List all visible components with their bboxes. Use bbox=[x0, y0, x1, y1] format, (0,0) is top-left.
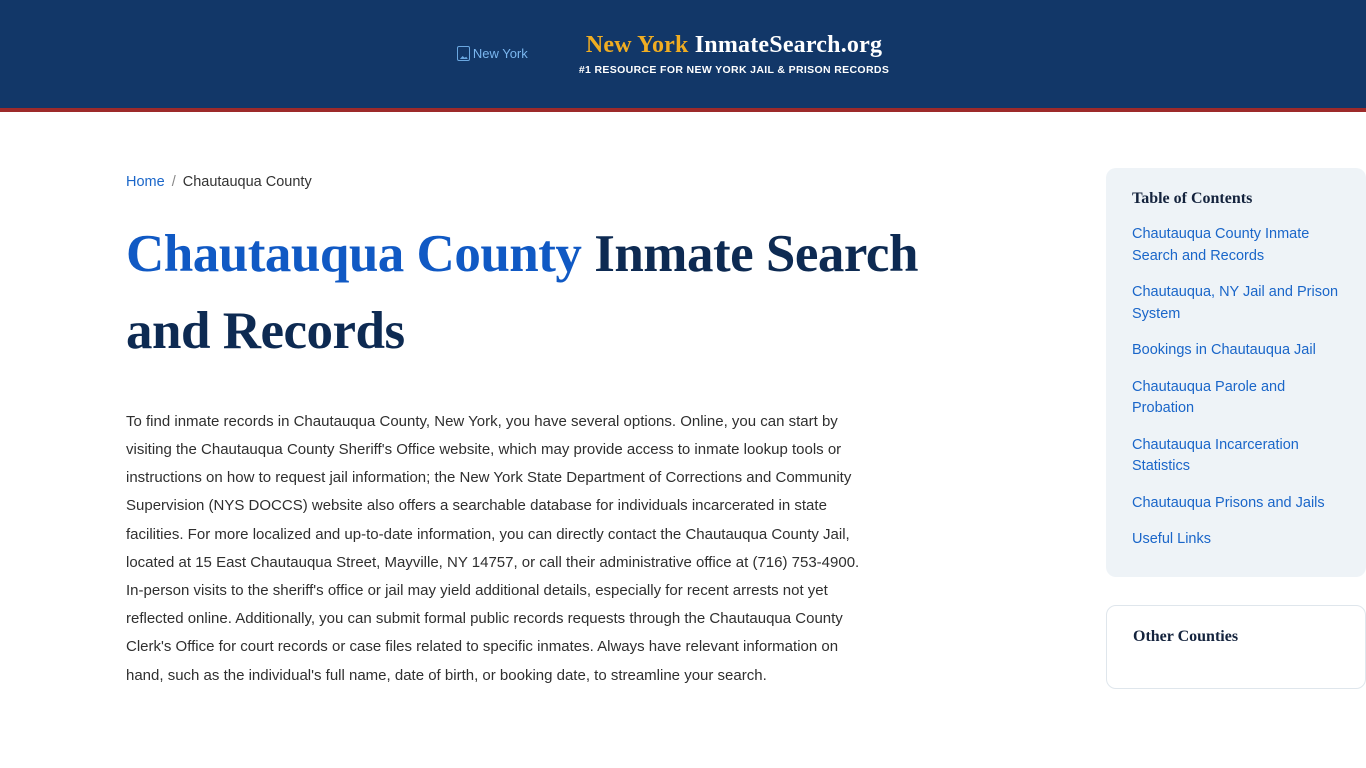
broken-image-glyph bbox=[457, 46, 470, 61]
site-tagline: #1 RESOURCE FOR NEW YORK JAIL & PRISON RECORDS bbox=[578, 64, 890, 77]
page-body bbox=[0, 112, 1366, 705]
page-title-rest: Inmate Search and Records bbox=[126, 225, 918, 360]
logo-alt-text: New York bbox=[472, 45, 528, 61]
header-brand-group bbox=[457, 32, 889, 76]
brand-block bbox=[579, 32, 889, 76]
broken-image-icon bbox=[457, 43, 565, 65]
sidebar bbox=[1106, 112, 1366, 705]
breadcrumb-current: Chautauqua County bbox=[182, 174, 312, 190]
page-title-highlight: Chautauqua County bbox=[126, 225, 582, 283]
toc-heading: Table of Contents bbox=[1132, 190, 1253, 207]
site-title[interactable] bbox=[579, 32, 889, 58]
toc-item-2[interactable]: Bookings in Chautauqua Jail bbox=[1132, 342, 1316, 358]
toc-item-5[interactable]: Chautauqua Prisons and Jails bbox=[1132, 494, 1325, 511]
main-content bbox=[126, 112, 986, 705]
site-title-secondary: InmateSearch.org bbox=[688, 31, 883, 58]
toc-item-4[interactable]: Chautauqua Incarceration Statistics bbox=[1132, 436, 1299, 474]
other-counties-card bbox=[1106, 605, 1366, 689]
breadcrumb-home-link[interactable]: Home bbox=[126, 174, 165, 190]
toc-item-3[interactable]: Chautauqua Parole and Probation bbox=[1132, 378, 1286, 416]
intro-paragraph: To find inmate records in Chautauqua County, New York, you have several options. Online, you can start by visiting the Chautauqua County Sheriff's Office website, which may provide access to inmate lookup tools or instructions on how to request jail information; the New York State Department of Corrections and Community Supervision (NYS DOCCS) website also offers a searchable database for individuals incarcerated in state facilities. For more localized and up-to-date information, you can directly contact the Chautauqua County Jail, located at 15 East Chautauqua Street, Mayville, NY 14757, or call their administrative office at (716) 753-4900. In-person visits to the sheriff's office or jail may yield additional details, especially for recent arrests not yet reflected online. Additionally, you can submit formal public records requests through the Chautauqua County Clerk's Office for court records or case files related to specific inmates. Always have relevant information on hand, such as the individual's full name, date of birth, or booking date, to streamline your search. bbox=[126, 412, 860, 684]
other-counties-heading: Other Counties bbox=[1133, 627, 1239, 645]
toc-item-0[interactable]: Chautauqua County Inmate Search and Records bbox=[1132, 226, 1310, 264]
site-title-primary: New York bbox=[585, 31, 689, 58]
site-header bbox=[0, 0, 1366, 108]
toc-item-6[interactable]: Useful Links bbox=[1132, 531, 1211, 547]
breadcrumb-separator: / bbox=[171, 174, 176, 190]
breadcrumb bbox=[126, 174, 986, 190]
page-title bbox=[126, 216, 986, 370]
table-of-contents-card bbox=[1106, 168, 1366, 577]
toc-list bbox=[1132, 224, 1340, 551]
toc-item-1[interactable]: Chautauqua, NY Jail and Prison System bbox=[1132, 284, 1339, 322]
